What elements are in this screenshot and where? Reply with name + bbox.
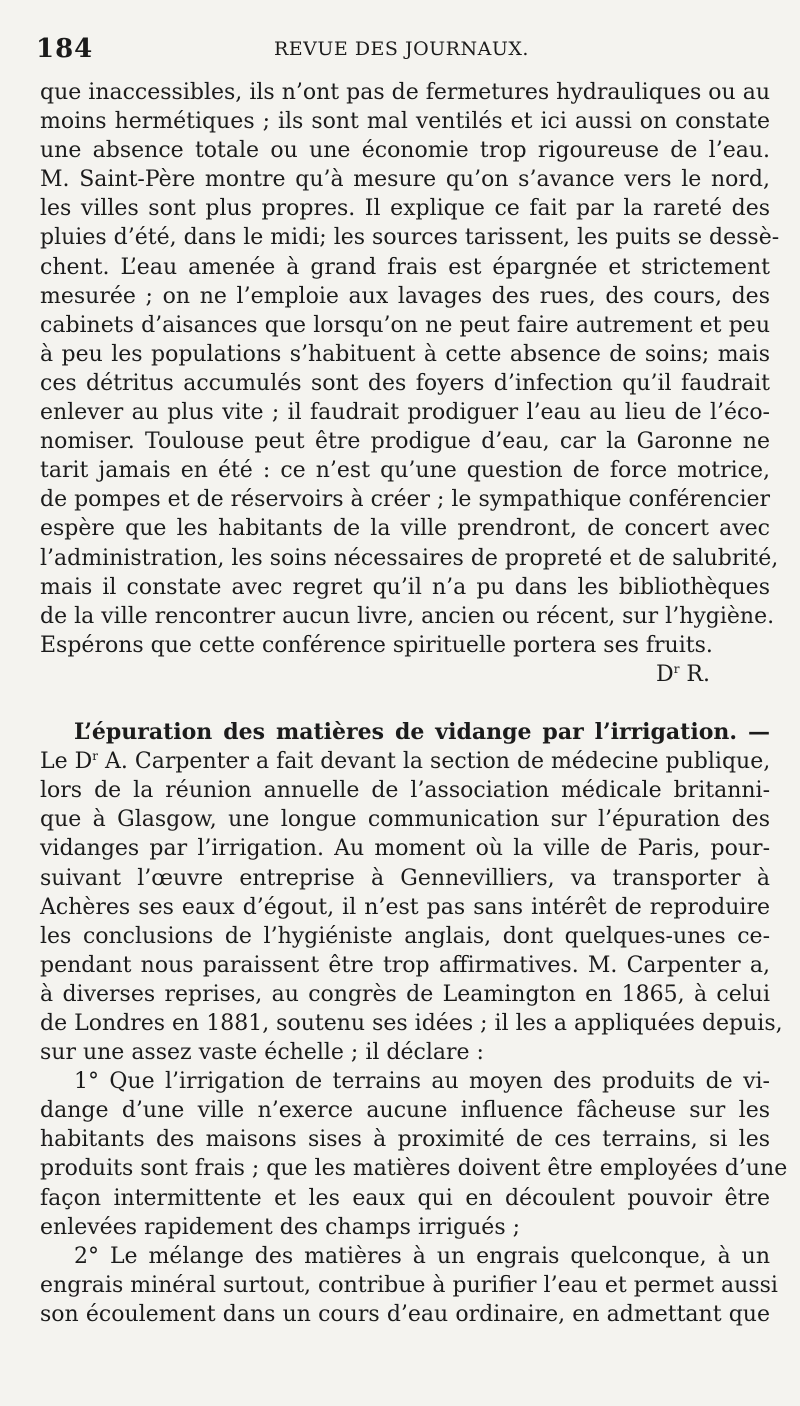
section-spacer: [40, 689, 770, 718]
text-line: chent. L’eau amenée à grand frais est épargnée et strictement: [40, 254, 770, 280]
doctor-superscript: r: [92, 749, 99, 764]
text-line: lors de la réunion annuelle de l’association médicale britanni-: [40, 778, 770, 804]
text-line: que inaccessibles, ils n’ont pas de fermetures hydrauliques ou au: [40, 80, 770, 105]
text-line: les villes sont plus propres. Il explique ce fait par la rareté des: [40, 196, 770, 222]
line-suffix: A. Carpenter a fait devant la section de médecine publique,: [98, 749, 771, 775]
signature-prefix: D: [656, 661, 674, 687]
body-text: [40, 78, 788, 1329]
list-item-line: façon intermittente et les eaux qui en découlent pouvoir être: [40, 1185, 770, 1211]
signature-suffix: R.: [679, 661, 710, 687]
article-1: [40, 78, 780, 689]
list-item-line: produits sont frais ; que les matières doivent être employées d’une: [40, 1156, 788, 1182]
list-item-line: habitants des maisons sises à proximité de ces terrains, si les: [40, 1127, 770, 1153]
text-line: tarit jamais en été : ce n’est qu’une question de force motrice,: [40, 458, 770, 484]
list-item-line: enlevées rapidement des champs irrigués ;: [40, 1214, 521, 1240]
text-line: à peu les populations s’habituent à cette absence de soins; mais: [40, 341, 770, 367]
author-signature: [40, 660, 770, 689]
text-line: pluies d’été, dans le midi; les sources tarissent, les puits se dessè-: [40, 225, 780, 251]
list-item-line: 1° Que l’irrigation de terrains au moyen des produits de vi-: [74, 1069, 770, 1095]
running-title: REVUE DES JOURNAUX.: [274, 38, 529, 60]
text-line: les conclusions de l’hygiéniste anglais, dont quelques-unes ce-: [40, 923, 770, 949]
text-line: pendant nous paraissent être trop affirmatives. M. Carpenter a,: [40, 952, 770, 978]
text-line: [40, 747, 770, 776]
text-line: de pompes et de réservoirs à créer ; le sympathique conférencier: [40, 487, 771, 513]
text-line: mais il constate avec regret qu’il n’a pu dans les bibliothèques: [40, 574, 770, 600]
text-line: espère que les habitants de la ville prendront, de concert avec: [40, 516, 770, 542]
list-item-line: engrais minéral surtout, contribue à purifier l’eau et permet aussi: [40, 1272, 778, 1298]
section-heading: L’épuration des matières de vidange par l’irrigation. —: [74, 719, 770, 746]
text-line: suivant l’œuvre entreprise à Gennevilliers, va transporter à: [40, 865, 770, 891]
text-line: Espérons que cette conférence spirituelle portera ses fruits.: [40, 632, 713, 658]
text-line: de la ville rencontrer aucun livre, ancien ou récent, sur l’hygiène.: [40, 603, 775, 629]
text-line: Achères ses eaux d’égout, il n’est pas sans intérêt de reproduire: [40, 894, 770, 920]
page-number: 184: [36, 34, 94, 64]
text-line: enlever au plus vite ; il faudrait prodiguer l’eau au lieu de l’éco-: [40, 400, 770, 426]
text-line: ces détritus accumulés sont des foyers d’infection qu’il faudrait: [40, 370, 770, 396]
text-line: sur une assez vaste échelle ; il déclare :: [40, 1040, 484, 1066]
text-line: moins hermétiques ; ils sont mal ventilés et ici aussi on constate: [40, 109, 770, 135]
text-line: cabinets d’aisances que lorsqu’on ne peut faire autrement et peu: [40, 312, 770, 338]
text-line: mesurée ; on ne l’emploie aux lavages des rues, des cours, des: [40, 283, 770, 309]
text-line: M. Saint-Père montre qu’à mesure qu’on s’avance vers le nord,: [40, 167, 770, 193]
page-header: [36, 34, 780, 74]
line-prefix: Le D: [40, 749, 93, 775]
signature-superscript: r: [673, 661, 680, 676]
text-line: nomiser. Toulouse peut être prodigue d’eau, car la Garonne ne: [40, 429, 770, 455]
text-line: à diverses reprises, au congrès de Leamington en 1865, à celui: [40, 981, 770, 1007]
text-line: vidanges par l’irrigation. Au moment où la ville de Paris, pour-: [40, 836, 770, 862]
text-line: de Londres en 1881, soutenu ses idées ; il les a appliquées depuis,: [40, 1011, 783, 1036]
list-item-line: 2° Le mélange des matières à un engrais quelconque, à un: [74, 1243, 770, 1269]
list-item-line: dange d’une ville n’exerce aucune influence fâcheuse sur les: [40, 1098, 770, 1124]
text-line: une absence totale ou une économie trop rigoureuse de l’eau.: [40, 138, 770, 164]
article-2: [40, 718, 788, 1329]
list-item-line: son écoulement dans un cours d’eau ordinaire, en admettant que: [40, 1301, 770, 1327]
text-line: l’administration, les soins nécessaires de propreté et de salubrité,: [40, 545, 779, 571]
text-line: que à Glasgow, une longue communication sur l’épuration des: [40, 807, 770, 833]
